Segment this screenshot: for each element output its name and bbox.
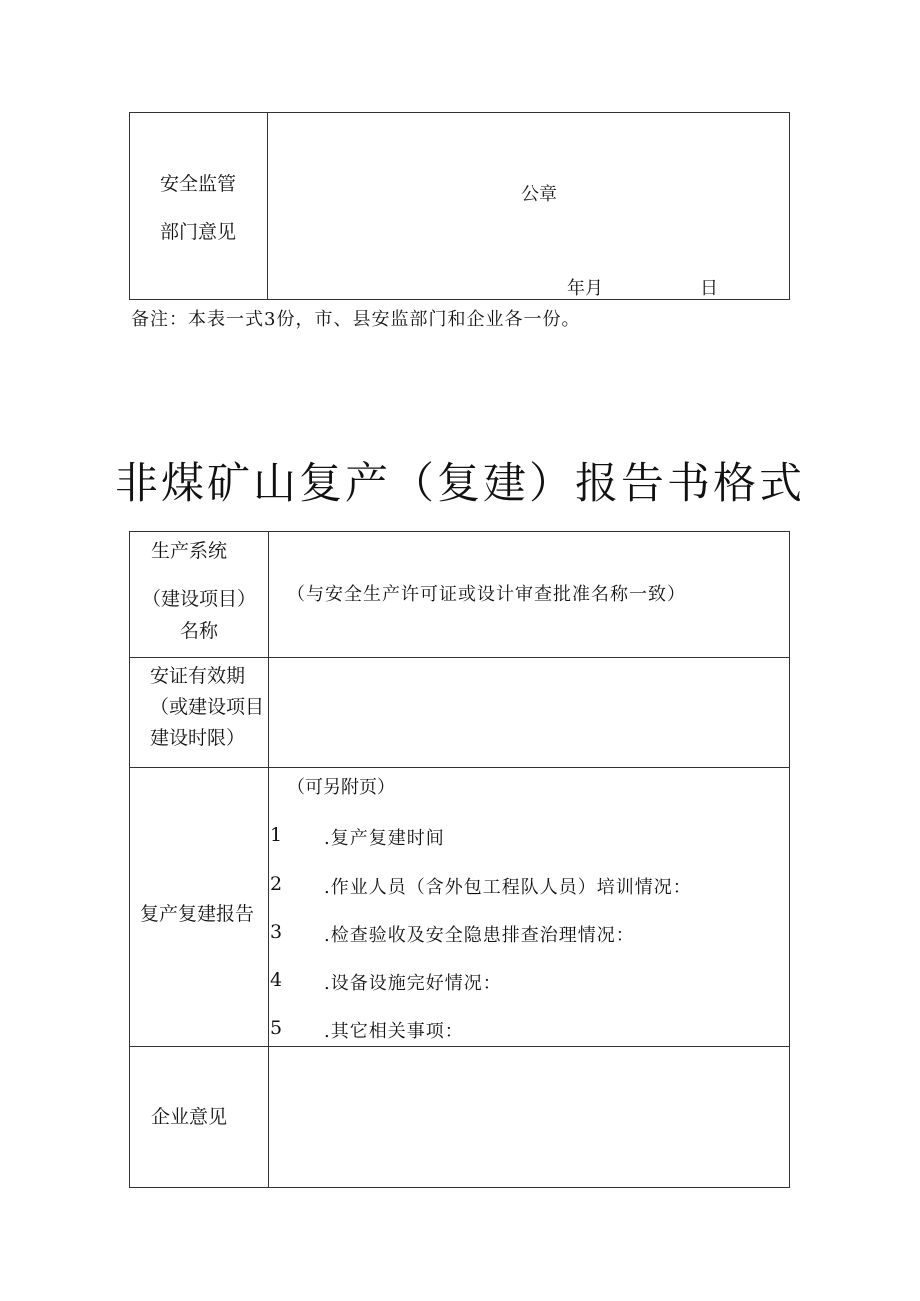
report-item-text: .复产复建时间 (324, 828, 445, 849)
license-validity-label-line1: 安证有效期 (150, 665, 246, 687)
row-divider (130, 657, 789, 658)
license-validity-label-line3: 建设时限） (150, 727, 246, 749)
supervision-label-line2: 部门意见 (160, 221, 237, 243)
system-name-label-line1: 生产系统 (151, 540, 228, 562)
row-divider (130, 1046, 789, 1047)
license-validity-label-line2: （或建设项目 (150, 696, 265, 718)
system-name-label-line2: （建设项目） (141, 588, 256, 610)
row-divider (130, 767, 789, 768)
remark-note: 备注：本表一式3份，市、县安监部门和企业各一份。 (131, 309, 581, 330)
attachment-note: （可另附页） (287, 777, 395, 798)
supervision-opinion-table (129, 112, 790, 300)
report-item-text: .作业人员（含外包工程队人员）培训情况： (324, 877, 692, 898)
column-divider (267, 113, 268, 299)
report-item-number: 3 (270, 921, 283, 943)
report-item-text: .其它相关事项： (324, 1021, 464, 1042)
column-divider (268, 532, 269, 1187)
supervision-label-line1: 安全监管 (160, 173, 237, 195)
system-name-label-line3: 名称 (179, 620, 218, 642)
report-item-number: 5 (270, 1017, 283, 1039)
report-item-text: .设备设施完好情况： (324, 973, 502, 994)
system-name-hint: （与安全生产许可证或设计审查批准名称一致） (287, 584, 686, 605)
report-item-number: 1 (270, 824, 283, 846)
report-item-number: 4 (270, 969, 283, 991)
resumption-report-table (129, 531, 790, 1188)
report-item-text: .检查验收及安全隐患排查治理情况： (324, 925, 635, 946)
resumption-report-label: 复产复建报告 (140, 903, 255, 925)
date-day-label: 日 (700, 278, 718, 299)
enterprise-opinion-label: 企业意见 (151, 1106, 228, 1128)
page-title: 非煤矿山复产（复建）报告书格式 (115, 459, 805, 509)
official-seal-label: 公章 (521, 184, 557, 205)
report-item-number: 2 (270, 873, 283, 895)
date-year-month-label: 年月 (567, 278, 603, 299)
